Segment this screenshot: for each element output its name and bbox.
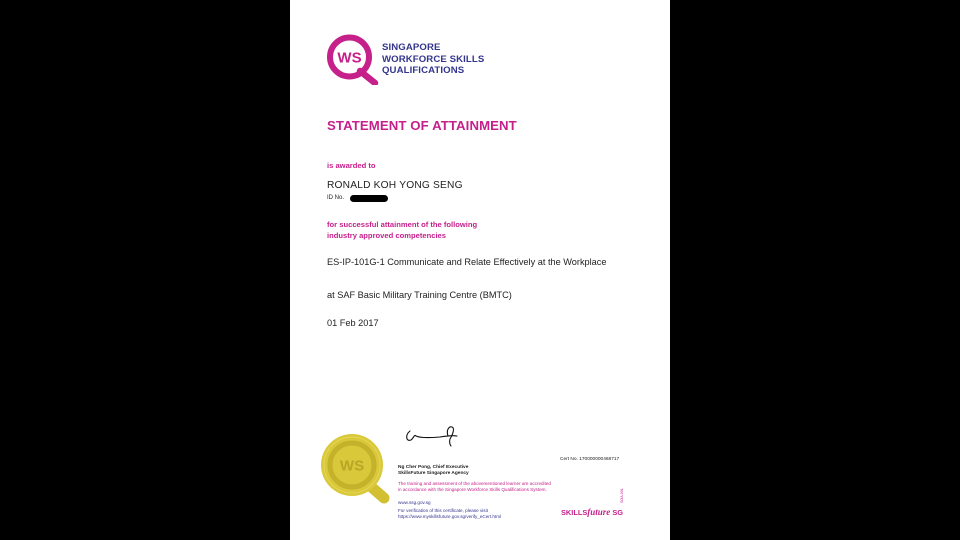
seal-monogram: WS bbox=[339, 457, 365, 475]
disclaimer bbox=[398, 481, 551, 493]
id-label: ID No. bbox=[327, 195, 345, 201]
ws-gold-seal-icon bbox=[318, 430, 398, 505]
attainment-line: industry approved competencies bbox=[327, 231, 447, 240]
signatory bbox=[398, 465, 469, 477]
logo-monogram: WS bbox=[337, 49, 362, 67]
attainment-line: for successful attainment of the following bbox=[327, 220, 478, 229]
cert-number: Cert No. 170000000468717 bbox=[560, 457, 620, 462]
venue: at SAF Basic Military Training Centre (BMTC) bbox=[327, 290, 512, 300]
website: www.ssg.gov.sg bbox=[398, 500, 431, 505]
recipient-name: RONALD KOH YONG SENG bbox=[327, 180, 463, 191]
skillsfuture-part: future bbox=[587, 507, 611, 517]
verify-text bbox=[398, 508, 501, 520]
signature-icon bbox=[402, 424, 464, 448]
logo-line: QUALIFICATIONS bbox=[382, 65, 465, 76]
id-number-redaction bbox=[350, 195, 388, 202]
disclaimer-line: in accordance with the Singapore Workforce Skills Qualifications System. bbox=[398, 487, 547, 492]
skillsfuture-part: SG bbox=[612, 508, 624, 517]
signatory-name: Ng Cher Pong, Chief Executive bbox=[398, 465, 469, 470]
skillsfuture-logo bbox=[561, 507, 623, 517]
logo-line: WORKFORCE SKILLS bbox=[382, 53, 485, 65]
verify-line: For verification of this certificate, please visit bbox=[398, 508, 488, 513]
side-code: SOA-001 bbox=[620, 488, 624, 503]
logo-wordmark bbox=[382, 42, 484, 77]
skillsfuture-part: SKILLS bbox=[561, 508, 588, 517]
award-date: 01 Feb 2017 bbox=[327, 318, 379, 328]
attainment-text bbox=[327, 219, 477, 241]
verify-line[interactable]: https://www.myskillsfuture.gov.sg/verify_eCert.html bbox=[398, 514, 502, 519]
awarded-label: is awarded to bbox=[327, 161, 376, 170]
certificate-page bbox=[290, 0, 670, 540]
logo-line: SINGAPORE bbox=[382, 42, 441, 53]
document-title: STATEMENT OF ATTAINMENT bbox=[327, 118, 517, 133]
signatory-org: SkillsFuture Singapore Agency bbox=[398, 471, 469, 476]
ws-logo-icon bbox=[326, 33, 382, 85]
competency: ES-IP-101G-1 Communicate and Relate Effectively at the Workplace bbox=[327, 257, 607, 267]
disclaimer-line: The training and assessment of the abovementioned learner are accredited bbox=[398, 481, 551, 486]
